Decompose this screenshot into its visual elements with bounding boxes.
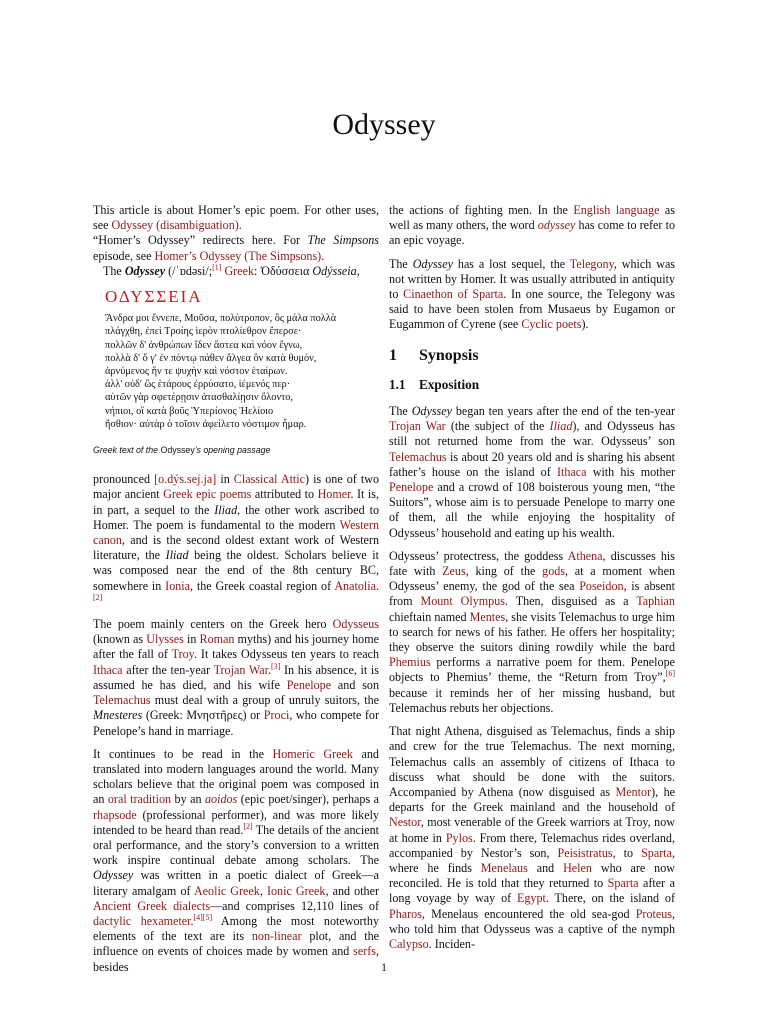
citation-2[interactable]: [2]: [243, 821, 253, 831]
text: , and is the second oldest extant work of Western literature, the: [93, 533, 379, 563]
text: was written in a poetic dialect of Greek—a literary amalgam of: [93, 868, 379, 898]
hatnote-disambiguation: [93, 203, 379, 233]
section-number: 1: [389, 346, 397, 364]
text: (Greek: Μνηστῆρες) or: [142, 708, 264, 723]
trojan-war-link[interactable]: Trojan War: [389, 419, 446, 434]
peisistratus-link[interactable]: Peisistratus: [557, 845, 613, 860]
menelaus-link[interactable]: Menelaus: [480, 860, 528, 875]
odyssey-disambiguation-link[interactable]: Odyssey (disambiguation): [111, 218, 239, 233]
text: and son: [331, 677, 379, 692]
italic-text: Odýsseia: [312, 263, 357, 278]
text: is about 20 years old and is sharing his absent father’s house on the island of: [389, 449, 675, 479]
aeolic-greek-link[interactable]: Aeolic Greek: [193, 883, 260, 898]
non-linear-link[interactable]: non-linear: [251, 929, 302, 944]
proteus-link[interactable]: Proteus: [635, 906, 672, 921]
sparta-link[interactable]: Sparta: [641, 845, 672, 860]
cinaethon-link[interactable]: Cinaethon of Sparta: [403, 287, 504, 302]
text: The details of the ancient oral performance, and the story’s conversion to a written work inspire continual debate among scholars. The: [93, 822, 379, 868]
citation-2[interactable]: [2]: [93, 592, 103, 602]
text: .: [375, 578, 379, 593]
text: in: [183, 632, 200, 647]
italic-text: Iliad: [165, 548, 189, 563]
text: after the ten-year: [122, 662, 214, 677]
trojan-war-link[interactable]: Trojan War: [213, 662, 268, 677]
taphian-link[interactable]: Taphian: [636, 594, 675, 609]
subsection-title: Exposition: [419, 376, 480, 392]
ionic-greek-link[interactable]: Ionic Greek: [266, 883, 326, 898]
citation-3[interactable]: [3]: [271, 661, 281, 671]
text: (epic poet/singer), perhaps a: [237, 792, 379, 807]
verse-line: αὐτῶν γὰρ σφετέρῃσιν ἀτασθαλίῃσιν ὄλοντο,: [105, 392, 293, 404]
roman-link[interactable]: Roman: [199, 632, 235, 647]
nestor-link[interactable]: Nestor: [389, 815, 421, 830]
text: . Inciden-: [428, 936, 475, 951]
text: , king of the: [465, 564, 543, 579]
aoidos-link[interactable]: aoidos: [204, 792, 238, 807]
ionia-link[interactable]: Ionia: [165, 578, 191, 593]
anatolia-link[interactable]: Anatolia: [334, 578, 376, 593]
text: ’s opening passage: [194, 445, 271, 456]
text: , the other work ascribed to Homer. The poem is fundamental to the modern: [93, 502, 379, 532]
section-title: Synopsis: [419, 346, 479, 364]
verse-line: Ἄνδρα μοι ἔννεπε, Μοῦσα, πολύτροπον, ὃς μάλα πολλὰ: [105, 313, 337, 325]
western-canon-link[interactable]: Western canon: [93, 517, 379, 548]
text: , Menelaus encountered the old sea-god: [421, 906, 636, 921]
text: ,: [259, 883, 267, 898]
lead-sentence-start: [93, 264, 379, 279]
page-number: 1: [381, 960, 387, 974]
text: plot, and the influence on events of choices made by women and: [93, 929, 379, 959]
text: Greek text of the: [93, 445, 161, 456]
text: (the subject of the: [445, 419, 550, 434]
page-title: Odyssey: [332, 108, 436, 141]
penelope-link[interactable]: Penelope: [286, 677, 332, 692]
verse-line: πολλῶν δ' ἀνθρώπων ἴδεν ἄστεα καὶ νόον ἔγνω,: [105, 339, 303, 351]
text: ).: [581, 317, 589, 332]
ipa-link[interactable]: [o.dýs.sej.ja]: [154, 472, 217, 487]
greek-epic-poems-link[interactable]: Greek epic poems: [163, 487, 252, 502]
paragraph: [389, 549, 675, 716]
subsection-number: 1.1: [389, 376, 406, 392]
text: must deal with a group of unruly suitors, the: [150, 693, 379, 708]
english-language-link[interactable]: English language: [573, 203, 660, 217]
sparta-link[interactable]: Sparta: [607, 876, 639, 891]
text: episode, see: [93, 248, 155, 263]
text: with his mother: [586, 464, 675, 479]
text: .: [268, 662, 272, 677]
text: , most venerable of the Greek warriors at Troy, now at home in: [389, 815, 675, 845]
text: being the oldest. Scholars believe it was composed near the end of the 8th century BC, somewhere in: [93, 548, 380, 593]
text: This article is about Homer’s epic poem. For other uses, see: [93, 203, 379, 233]
paragraph: [389, 724, 675, 952]
text: “Homer’s Odyssey” redirects here. For: [93, 233, 308, 248]
citation-1[interactable]: [1]: [212, 262, 222, 272]
mentor-link[interactable]: Mentor: [615, 784, 652, 799]
italic-text: Mnesteres: [93, 708, 143, 723]
verse-line: ἀρνύμενος ἥν τε ψυχὴν καὶ νόστον ἑταίρων.: [105, 366, 288, 378]
section-heading-synopsis: [389, 348, 675, 363]
figure-heading: ΟΔΥΣΣΕΙΑ: [105, 287, 203, 307]
paragraph: [93, 472, 379, 609]
left-column: [93, 203, 379, 983]
text: chieftain named: [389, 609, 470, 624]
text: and translated into modern languages around the world. Many scholars believe that the original poem was composed in an: [93, 746, 379, 807]
zeus-link[interactable]: Zeus: [442, 564, 466, 579]
oral-tradition-link[interactable]: oral tradition: [107, 792, 172, 807]
ancient-greek-dialects-link[interactable]: Ancient Greek dialects: [93, 898, 211, 913]
classical-attic-link[interactable]: Classical Attic: [233, 472, 306, 487]
text: It continues to be read in the: [93, 746, 273, 761]
citation-6[interactable]: [6]: [665, 669, 675, 679]
penelope-link[interactable]: Penelope: [389, 480, 434, 495]
paragraph: [389, 404, 675, 541]
text: has a lost sequel, the: [453, 256, 570, 271]
text: , to: [612, 845, 642, 860]
text: , and other: [325, 883, 380, 898]
text: and: [527, 860, 564, 875]
text: (known as: [93, 632, 147, 647]
homers-odyssey-simpsons-link[interactable]: Homer’s Odyssey (The Simpsons): [154, 248, 322, 263]
greek-verse-lines: [105, 312, 379, 431]
text: pronounced: [93, 472, 155, 487]
text: : Ὀδύσσεια: [254, 263, 313, 278]
text: has come to refer to an epic voyage.: [389, 218, 675, 248]
text: . It takes Odysseus ten years to reach: [193, 647, 379, 662]
poseidon-link[interactable]: Poseidon: [579, 579, 624, 594]
text: Among the most noteworthy elements of the text are its: [93, 913, 379, 944]
verse-line: ἤσθιον· αὐτὰρ ὁ τοῖσιν ἀφείλετο νόστιμον ἦμαρ.: [105, 418, 307, 430]
proci-link[interactable]: Proci: [263, 708, 290, 723]
paragraph: [389, 203, 675, 249]
homeric-greek-link[interactable]: Homeric Greek: [272, 746, 353, 761]
italic-text: The Simpsons: [307, 233, 379, 248]
ithaca-link[interactable]: Ithaca: [93, 662, 123, 677]
ithaca-link[interactable]: Ithaca: [556, 464, 587, 479]
text: who are now reconciled. He is told that they returned to: [389, 860, 676, 891]
text: ), he departs for the Greek mainland and the household of: [389, 784, 675, 815]
text: That night Athena, disguised as Telemachus, finds a ship and crew for the true Telemachus. The next morning, Telemachus calls an assembly of citizens of Ithaca to discuss what should be done with the suitors. Accompanied by Athena (now disguised as: [389, 724, 675, 799]
text: as well as many others, the word: [389, 203, 675, 233]
homer-link[interactable]: Homer: [317, 487, 351, 502]
text: . There, on the island of: [545, 891, 675, 906]
text: ) is one of two major ancient: [93, 472, 379, 502]
cyclic-poets-link[interactable]: Cyclic poets: [521, 317, 582, 332]
gods-link[interactable]: gods: [542, 564, 565, 579]
helen-link[interactable]: Helen: [563, 860, 592, 875]
text: after a long voyage by way of: [389, 876, 675, 906]
paragraph: [93, 747, 379, 975]
odysseus-link[interactable]: Odysseus: [332, 617, 379, 632]
troy-link[interactable]: Troy: [171, 647, 194, 662]
text: . In one source, the Telegony was said to have been stolen from Musaeus by Eugamon or Eugammon of Cyrene (see: [389, 287, 675, 332]
text: and a crowd of 108 boisterous young men, “the Suitors”, whose aim is to persuade Penelope to marry one of them, all the while enjoying the hospitality of Odysseus’ household and eating up his wealth.: [389, 480, 675, 540]
text: .: [190, 913, 194, 928]
text: performs a narrative poem for them. Penelope objects to Phemius’ theme, the “Return from Troy”,: [389, 655, 675, 685]
telegony-link[interactable]: Telegony: [569, 256, 614, 271]
text: myths) and his journey home after the fall of: [93, 632, 379, 662]
text: Odysseus’ protectress, the goddess: [389, 548, 568, 563]
italic-text: Iliad: [214, 502, 238, 517]
greek-text-figure: [93, 289, 379, 458]
pharos-link[interactable]: Pharos: [389, 906, 422, 921]
italic-text: Odyssey: [412, 256, 453, 271]
iliad-link[interactable]: Iliad: [549, 419, 573, 434]
mentes-link[interactable]: Mentes: [469, 609, 506, 624]
phemius-link[interactable]: Phemius: [389, 655, 431, 670]
right-column: [389, 203, 675, 960]
verse-line: νήπιοι, οἳ κατὰ βοῦς Ὑπερίονος Ἠελίοιο: [105, 405, 274, 417]
egypt-link[interactable]: Egypt: [517, 891, 546, 906]
mount-olympus-link[interactable]: Mount Olympus: [420, 594, 505, 609]
text: attributed to: [251, 487, 318, 502]
text: the actions of fighting men. In the: [389, 203, 574, 217]
text: The poem mainly centers on the Greek hero: [93, 617, 333, 632]
dactylic-hexameter-link[interactable]: dactylic hexameter: [93, 913, 191, 928]
verse-line: πλάγχθη, ἐπεὶ Τροίης ἱερὸν πτολίεθρον ἔπερσε·: [105, 326, 302, 338]
text: began ten years after the end of the ten-year: [452, 404, 676, 419]
verse-line: ἀλλ' οὐδ' ὣς ἑτάρους ἐρρύσατο, ἱέμενός περ·: [105, 379, 291, 391]
text: , she visits Telemachus to urge him to search for news of his father. He offers her hospitality; they observe the suitors dining rowdily while the bard: [389, 609, 675, 655]
text: , who compete for Penelope’s hand in marriage.: [93, 708, 379, 738]
text: The: [389, 256, 413, 271]
text: by an: [171, 792, 205, 807]
text: because it reminds her of her missing husband, but Telemachus rebuts her objections.: [389, 685, 675, 715]
rhapsode-link[interactable]: rhapsode: [93, 807, 137, 822]
verse-line: πολλὰ δ' ὅ γ' ἐν πόντῳ πάθεν ἄλγεα ὃν κατὰ θυμόν,: [105, 352, 317, 364]
text: . From there, Telemachus rides overland, accompanied by Nestor’s son,: [389, 830, 675, 860]
text: The: [103, 263, 125, 278]
text: .: [321, 248, 325, 263]
odyssey-word-link[interactable]: odyssey: [537, 218, 576, 233]
calypso-link[interactable]: Calypso: [389, 936, 429, 951]
serfs-link[interactable]: serfs: [353, 944, 376, 959]
text: ), and Odysseus has still not returned home from the war. Odysseus’ son: [389, 419, 675, 449]
text: , is absent from: [389, 579, 675, 609]
pylos-link[interactable]: Pylos: [445, 830, 473, 845]
text: (/ˈɒdəsi/;: [165, 263, 213, 278]
paragraph: [93, 617, 379, 739]
hatnote-redirect: [93, 233, 379, 263]
text: , who told him that Odysseus was a captive of the nymph: [389, 906, 675, 936]
text: —and comprises 12,110 lines of: [210, 898, 379, 913]
bold-italic-title: Odyssey: [124, 263, 166, 278]
subsection-heading-exposition: [389, 377, 675, 392]
text: .: [238, 218, 242, 233]
athena-link[interactable]: Athena: [567, 548, 603, 563]
text: . Then, disguised as a: [504, 594, 637, 609]
text: In his absence, it is assumed he has died, and his wife: [93, 662, 379, 692]
text: in: [216, 472, 234, 487]
text: (professional performer), and was more likely intended to be heard than read.: [93, 807, 379, 837]
text: . It is, in part, a sequel to the: [93, 487, 379, 517]
figure-caption: [93, 443, 379, 458]
text: , which was not written by Homer. It was usually attributed in antiquity to: [389, 256, 676, 302]
paragraph: [389, 257, 675, 333]
telemachus-link[interactable]: Telemachus: [389, 449, 447, 464]
citation-4-5[interactable]: [4][5]: [193, 912, 213, 922]
text: The: [389, 404, 412, 419]
text: , at a moment when Odysseus’ enemy, the god of the sea: [389, 564, 676, 594]
text: , the Greek coastal region of: [190, 578, 335, 593]
text: , besides: [93, 944, 379, 974]
telemachus-link[interactable]: Telemachus: [93, 693, 151, 708]
text: ,: [356, 263, 360, 278]
text: , where he finds: [389, 845, 675, 875]
text: , discusses his fate with: [389, 548, 675, 579]
greek-language-link[interactable]: Greek: [224, 263, 254, 278]
text: Odyssey: [160, 445, 195, 456]
italic-text: Odyssey: [411, 404, 452, 419]
ulysses-link[interactable]: Ulysses: [146, 632, 184, 647]
italic-text: Odyssey: [93, 868, 134, 883]
